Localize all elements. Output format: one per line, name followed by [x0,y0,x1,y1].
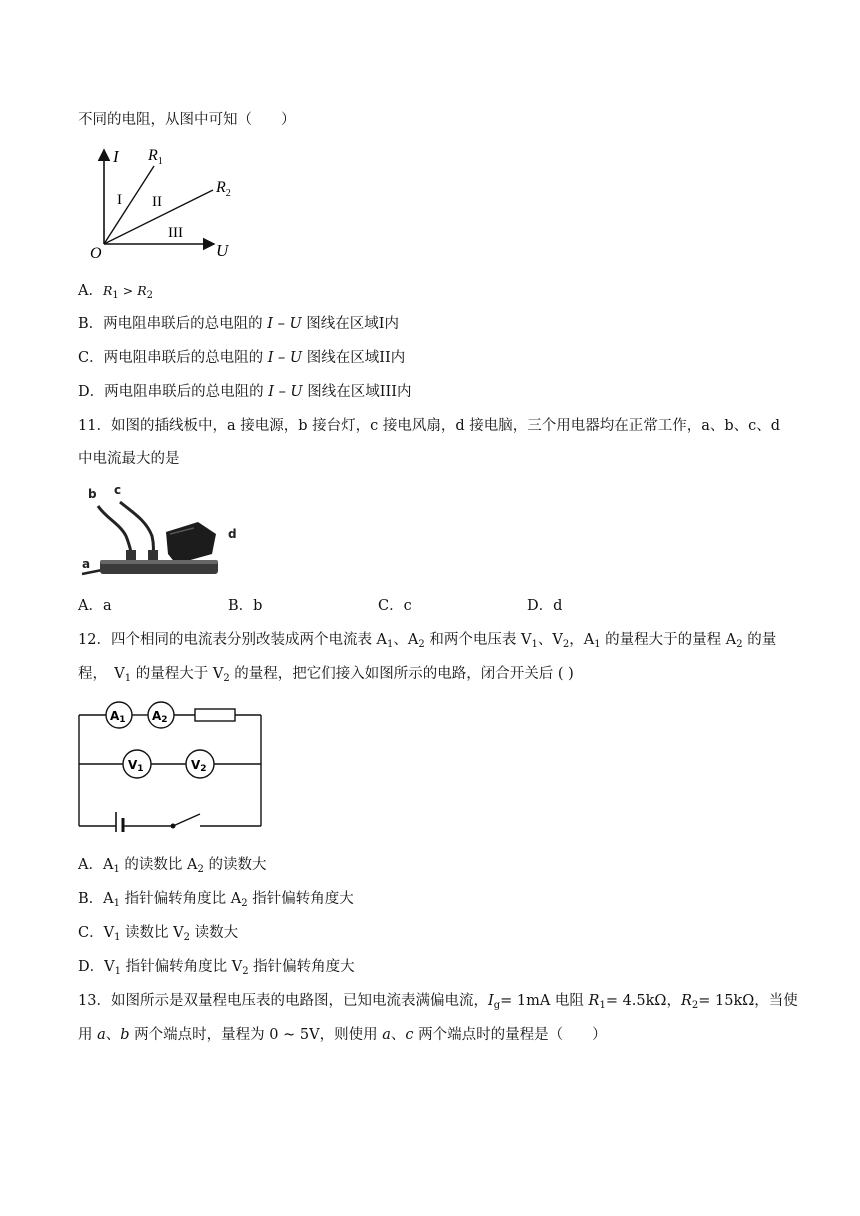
svg-text:A1: A1 [110,709,126,725]
q10-option-b: B．两电阻串联后的总电阻的 I – U 图线在区域I内 [78,316,400,332]
iu-graph [80,142,250,264]
photo-label-c: c [114,484,122,497]
q12-stem-line1: 12．四个相同的电流表分别改装成两个电流表 $A_1$、$A_2$ 和两个电压表 $V_1$、$V_2$，$A_1$ 的量程大于的量程 $A_2$ 的量 [78,632,777,650]
q12-option-b: B．$A_1$ 指针偏转角度比 $A_2$ 指针偏转角度大 [78,891,354,909]
origin-label: O [90,245,102,262]
q12-option-c: C．$V_1$ 读数比 $V_2$ 读数大 [78,925,239,943]
u-axis-label: U [216,241,229,260]
r1-label: $R_1$ [148,147,163,167]
photo-label-a: a [82,557,91,571]
q12-stem-line2: 程， $V_1$ 的量程大于 $V_2$ 的量程，把它们接入如图所示的电路，闭合开关后 ( ) [78,666,574,684]
voltmeter-v2 [186,750,214,778]
i-axis-label: I [113,147,119,166]
q10-option-c: C．两电阻串联后的总电阻的 I – U 图线在区域II内 [78,350,406,366]
q11-stem-line2: 中电流最大的是 [78,451,180,467]
q10-option-d: D．两电阻串联后的总电阻的 I – U 图线在区域III内 [78,384,412,400]
q11-option-d: D．d [527,598,563,614]
q11-stem-line1: 11．如图的插线板中，a 接电源，b 接台灯，c 接电风扇，d 接电脑，三个用电器均在正常工作，a、b、c、d [78,418,781,434]
q10-stem-tail: 不同的电阻，从图中可知（ ） [78,112,296,128]
photo-label-b: b [88,487,97,501]
q13-stem-line2: 用 a、b 两个端点时，量程为 0 ~ 5V，则使用 a、c 两个端点时的量程是（ ） [78,1027,607,1043]
svg-text:V2: V2 [191,758,207,774]
ammeter-a2 [148,702,174,728]
q12-option-d: D．$V_1$ 指针偏转角度比 $V_2$ 指针偏转角度大 [78,959,355,977]
photo-label-d: d [228,527,237,541]
region-1-label: I [117,192,122,208]
ammeter-a1 [106,702,132,728]
q11-option-b: B．b [228,598,263,614]
region-3-label: III [168,225,183,241]
switch-pivot [171,824,176,829]
q11-option-c: C．c [378,598,412,614]
circuit-diagram [76,698,266,832]
power-strip-photo [80,484,242,580]
voltmeter-v1 [123,750,151,778]
q13-stem-line1: 13．如图所示是双量程电压表的电路图，已知电流表满偏电流，$I_g= 1mA$ 电阻 $R_1= 4.5k\Omega$，$R_2= 15k\Omega$，当使 [78,993,798,1011]
q10-option-a: A．$R_1 > R_2$ [78,283,153,301]
svg-text:A2: A2 [152,709,168,725]
r2-label: $R_2$ [216,179,231,199]
svg-text:V1: V1 [128,758,144,774]
region-2-label: II [152,194,162,210]
q11-option-a: A．a [78,598,112,614]
q11-options [78,596,562,616]
q12-option-a: A．$A_1$ 的读数比 $A_2$ 的读数大 [78,857,267,875]
